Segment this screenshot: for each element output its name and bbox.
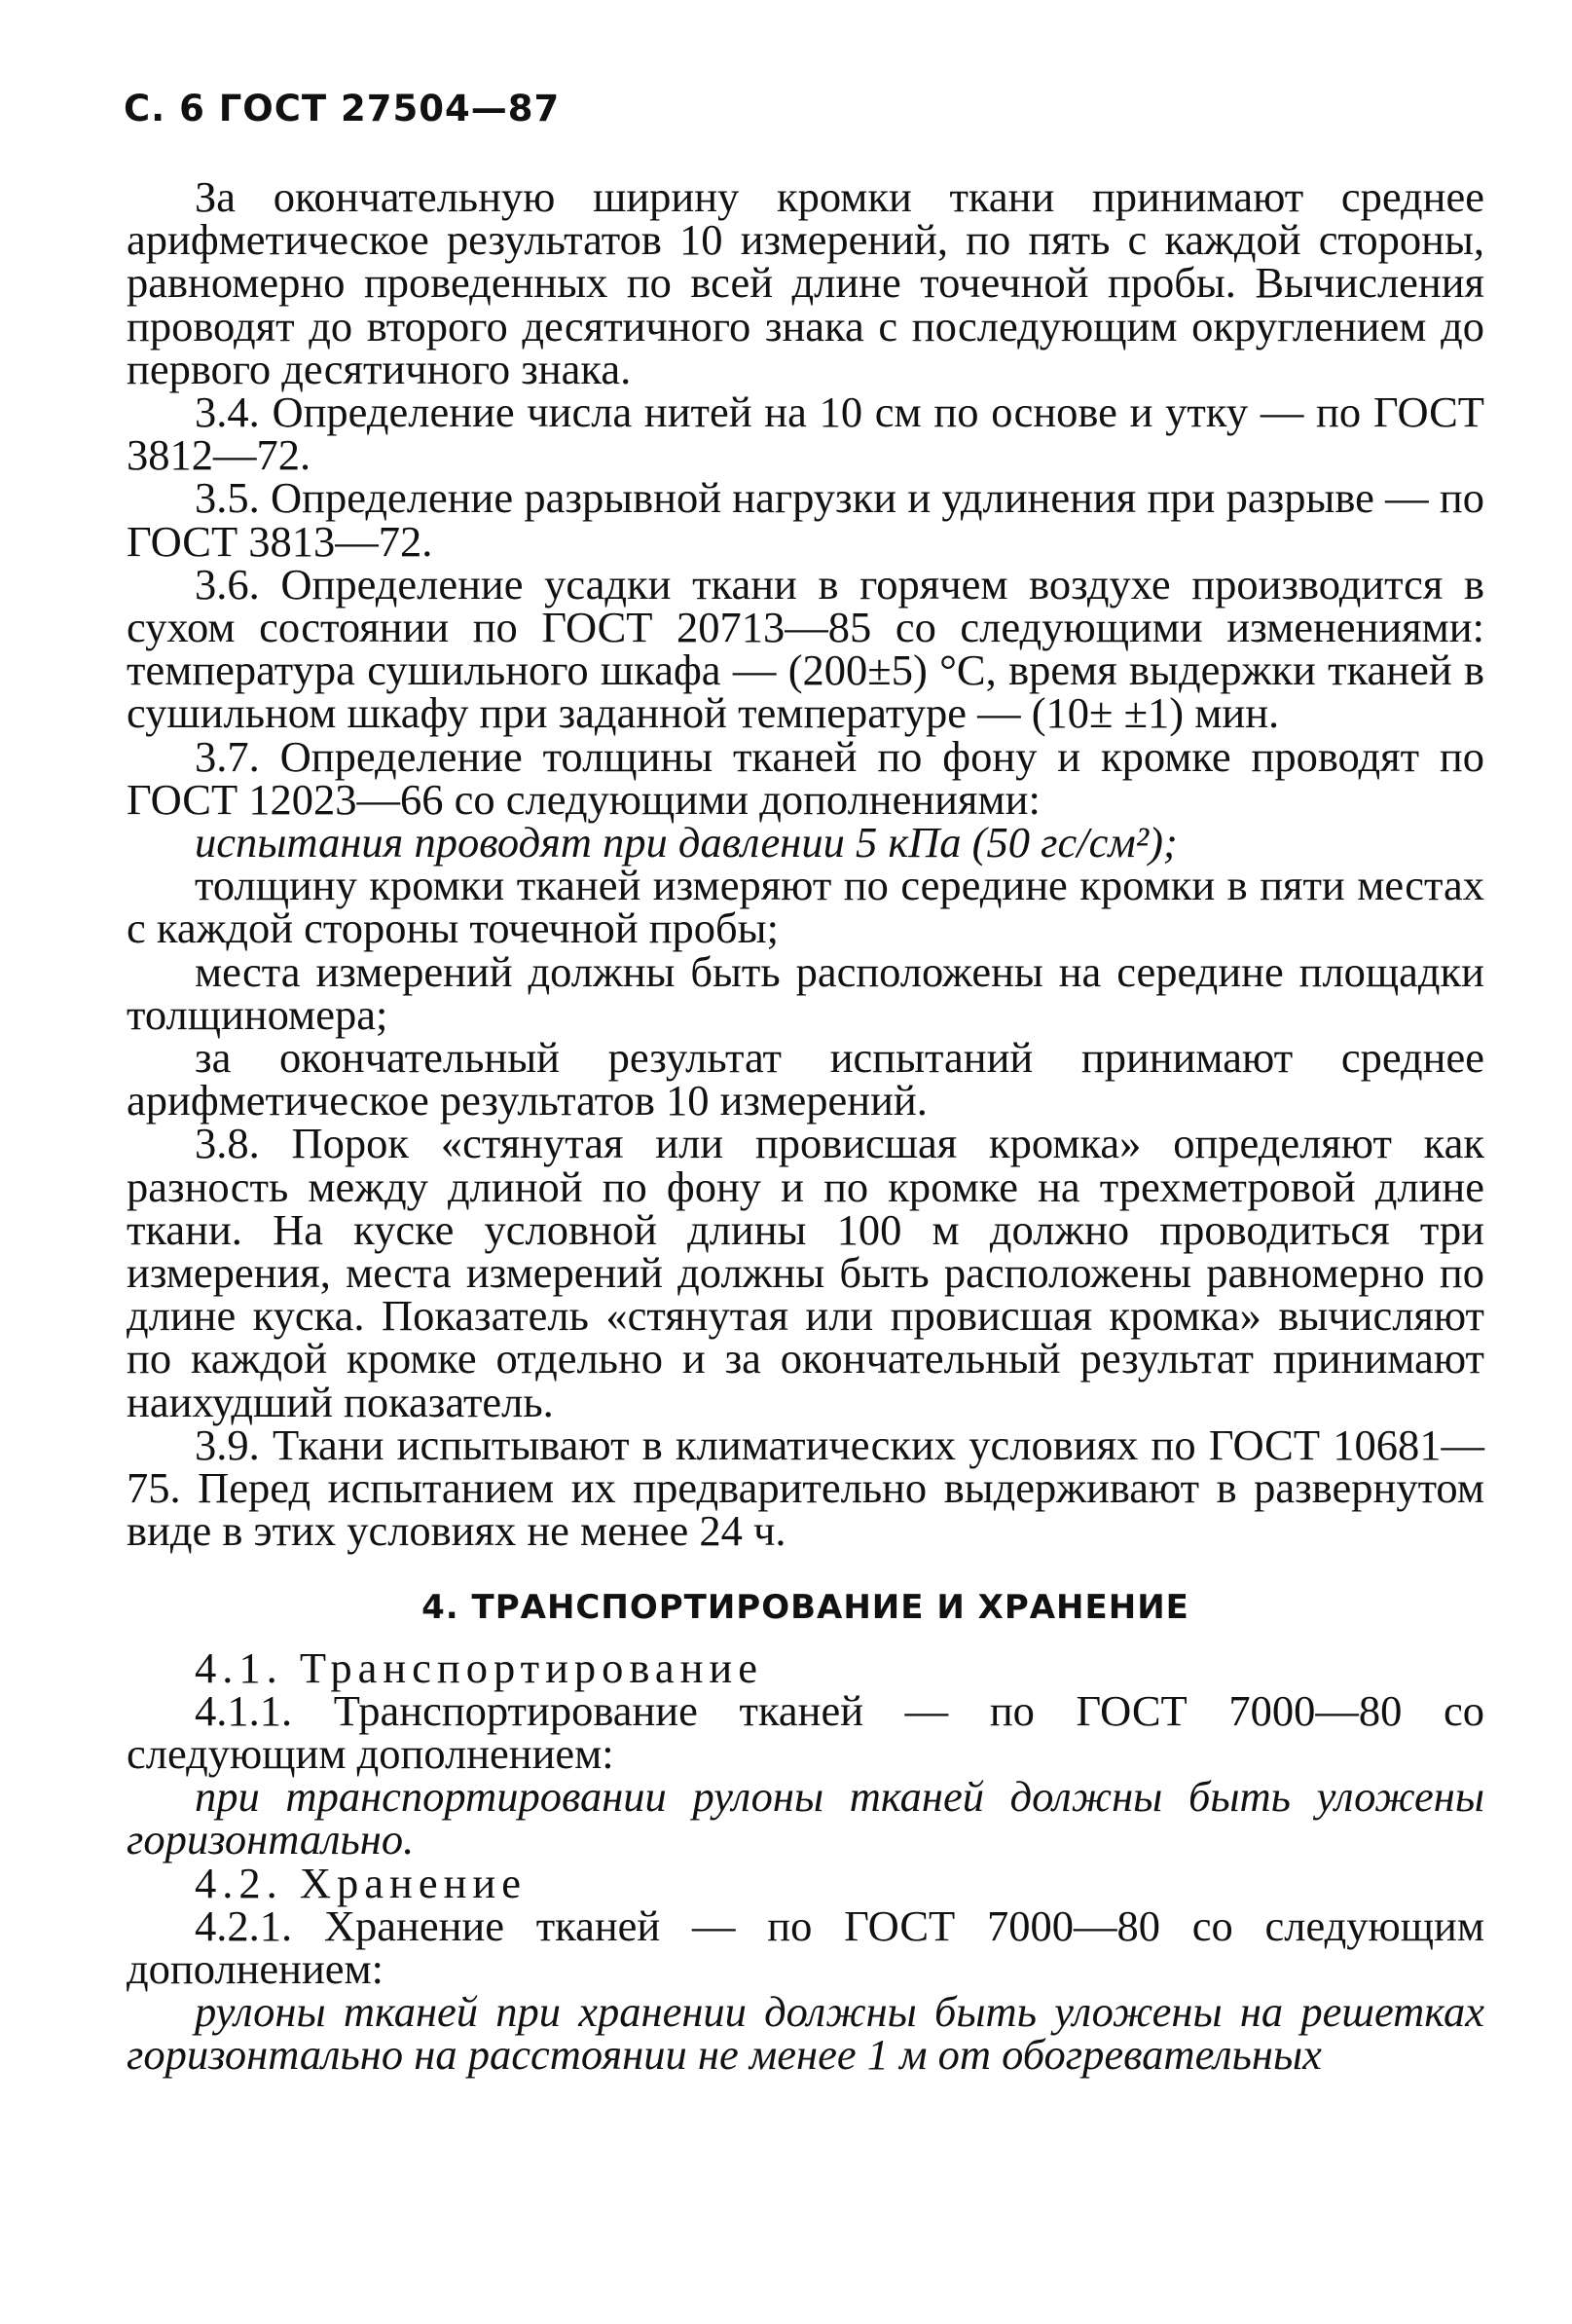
subsection-transport-title: 4.1. Транспортирование <box>195 1642 763 1692</box>
paragraph-3-5: 3.5. Определение разрывной нагрузки и удлинения при разрыве — по ГОСТ 3813—72. <box>127 473 1484 566</box>
paragraph-3-9: 3.9. Ткани испытывают в климатических условиях по ГОСТ 10681—75. Перед испытанием их предварительно выдерживают в развернутом виде в этих условиях не менее 24 ч. <box>127 1420 1484 1556</box>
paragraph-3-8: 3.8. Порок «стянутая или провисшая кромка» определяют как разность между длиной по фону и по кромке на трехметровой длине ткани. На куске условной длины 100 м должно проводиться три измерения, места измерений должны быть расположены равномерно по длине куска. Показатель «стянутая или провисшая кромка» вычисляют по каждой кромке отдельно и за окончательный результат принимают наихудший показатель. <box>127 1119 1484 1426</box>
paragraph-3-7-edge-thickness: толщину кромки тканей измеряют по середине кромки в пяти местах с каждой стороны точечной пробы; <box>127 861 1484 953</box>
subsection-storage-title: 4.2. Хранение <box>195 1858 527 1907</box>
paragraph-3-7-measure-places: места измерений должны быть расположены на середине площадки толщиномера; <box>127 946 1484 1039</box>
paragraph-3-7-pressure: испытания проводят при давлении 5 кПа (50 гс/см²); <box>195 818 1178 867</box>
paragraph-4-1-1-detail: при транспортировании рулоны тканей должны быть уложены горизонтально. <box>127 1772 1484 1864</box>
paragraph-3-6: 3.6. Определение усадки ткани в горячем воздухе производится в сухом состоянии по ГОСТ 20713—85 со следующими изменениями: температура сушильного шкафа — (200±5) °С, время выдержки тканей в сушильном шкафу при заданной температуре — (10± ±1) мин. <box>127 559 1484 738</box>
paragraph-4-2-1-detail: рулоны тканей при хранении должны быть уложены на решетках горизонтально на расстоянии не менее 1 м от обогревательных <box>127 1987 1484 2080</box>
paragraph-3-7: 3.7. Определение толщины тканей по фону и кромке проводят по ГОСТ 12023—66 со следующими дополнениями: <box>127 731 1484 824</box>
paragraph-3-7-final-result: за окончательный результат испытаний принимают среднее арифметическое результатов 10 измерений. <box>127 1033 1484 1125</box>
paragraph-3-4: 3.4. Определение числа нитей на 10 см по основе и утку — по ГОСТ 3812—72. <box>127 387 1484 480</box>
paragraph-edge-width-result: За окончательную ширину кромки ткани принимают среднее арифметическое результатов 10 измерений, по пять с каждой стороны, равномерно проведенных по всей длине точечной пробы. Вычисления проводят до второго десятичного знака с последующим округлением до первого десятичного знака. <box>127 172 1484 393</box>
paragraph-4-2-1: 4.2.1. Хранение тканей — по ГОСТ 7000—80 со следующим дополнением: <box>127 1900 1484 1993</box>
document-body <box>127 172 1484 2080</box>
paragraph-4-1-1: 4.1.1. Транспортирование тканей — по ГОСТ 7000—80 со следующим дополнением: <box>127 1685 1484 1778</box>
page-header: С. 6 ГОСТ 27504—87 <box>124 88 561 129</box>
section-heading-transport-storage: 4. ТРАНСПОРТИРОВАНИЕ И ХРАНЕНИЕ <box>421 1587 1189 1627</box>
